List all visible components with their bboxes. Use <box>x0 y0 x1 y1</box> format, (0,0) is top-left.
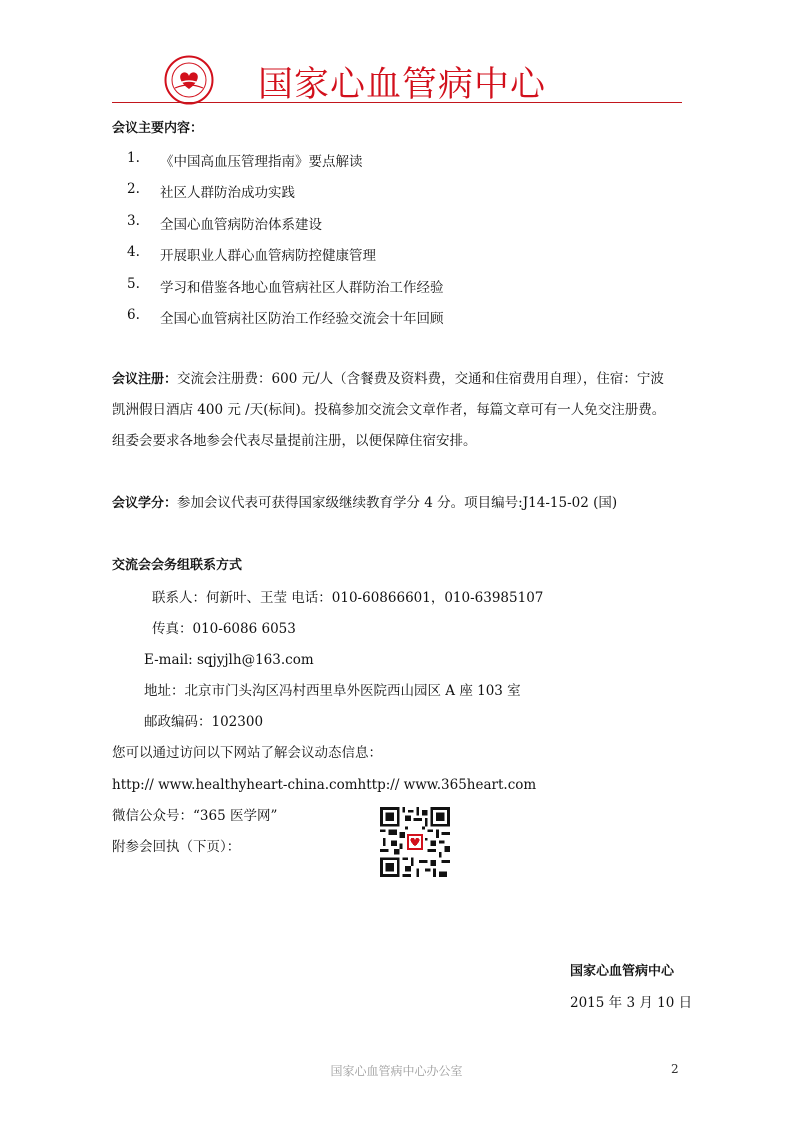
signature-date: 2015 年 3 月 10 日 <box>570 995 693 1011</box>
list-item <box>127 307 444 338</box>
item-text: 全国心血管病社区防治工作经验交流会十年回顾 <box>160 310 444 327</box>
contact-heading: 交流会会务组联系方式 <box>112 558 243 573</box>
contact-email[interactable]: E-mail: sqjyjlh@163.com <box>144 652 314 668</box>
registration-label: 会议注册： <box>112 372 178 387</box>
attachment-note: 附参会回执（下页）： <box>112 839 241 855</box>
item-text: 学习和借鉴各地心血管病社区人群防治工作经验 <box>160 279 444 296</box>
item-number: 4. <box>127 244 140 261</box>
item-number: 3. <box>127 212 140 229</box>
website-links[interactable]: http:// www.healthyheart-china.comhttp:// www.365heart.com <box>112 777 537 793</box>
contact-postcode: 邮政编码：102300 <box>144 714 264 730</box>
item-text: 社区人群防治成功实践 <box>160 185 295 202</box>
contents-heading: 会议主要内容： <box>112 121 204 136</box>
list-item <box>127 213 444 244</box>
list-item <box>127 276 444 307</box>
wechat-qr-code <box>380 807 450 877</box>
logo-seal <box>164 55 214 105</box>
page-number: 2 <box>671 1062 679 1076</box>
item-text: 开展职业人群心血管病防控健康管理 <box>160 248 376 265</box>
item-text: 全国心血管病防治体系建设 <box>160 216 322 233</box>
contact-person: 联系人：何新叶、王莹 电话：010-60866601，010-63985107 <box>152 590 544 606</box>
registration-line-3: 组委会要求各地参会代表尽量提前注册，以便保障住宿安排。 <box>112 433 477 449</box>
item-number: 2. <box>127 181 140 198</box>
registration-line-2: 凯洲假日酒店 400 元 /天(标间)。投稿参加交流会文章作者，每篇文章可有一人免交注册费。 <box>112 402 666 418</box>
visit-note: 您可以通过访问以下网站了解会议动态信息： <box>112 745 382 761</box>
item-number: 5. <box>127 275 140 292</box>
credits-text: 参加会议代表可获得国家级继续教育学分 4 分。项目编号:J14-15-02 (国) <box>177 495 618 511</box>
list-item <box>127 181 444 212</box>
list-item <box>127 244 444 275</box>
item-number: 6. <box>127 306 140 323</box>
item-number: 1. <box>127 150 140 166</box>
item-text: 《中国高血压管理指南》要点解读 <box>160 154 363 170</box>
header-title: 国家心血管病中心 <box>258 65 547 105</box>
wechat-account: 微信公众号：“365 医学网” <box>112 808 278 824</box>
registration-text-1: 交流会注册费：600 元/人（含餐费及资料费，交通和住宿费用自理），住宿：宁波 <box>177 371 664 387</box>
list-item <box>127 150 444 181</box>
registration-line-1 <box>112 370 664 389</box>
signature-org: 国家心血管病中心 <box>570 964 675 979</box>
contact-fax: 传真：010-6086 6053 <box>152 621 296 637</box>
topics-list <box>127 150 444 338</box>
header-rule <box>112 102 682 103</box>
footer-text: 国家心血管病中心办公室 <box>330 1064 463 1078</box>
credits-line <box>112 494 617 513</box>
contact-address: 地址：北京市门头沟区冯村西里阜外医院西山园区 A 座 103 室 <box>144 683 521 699</box>
credits-label: 会议学分： <box>112 496 178 511</box>
